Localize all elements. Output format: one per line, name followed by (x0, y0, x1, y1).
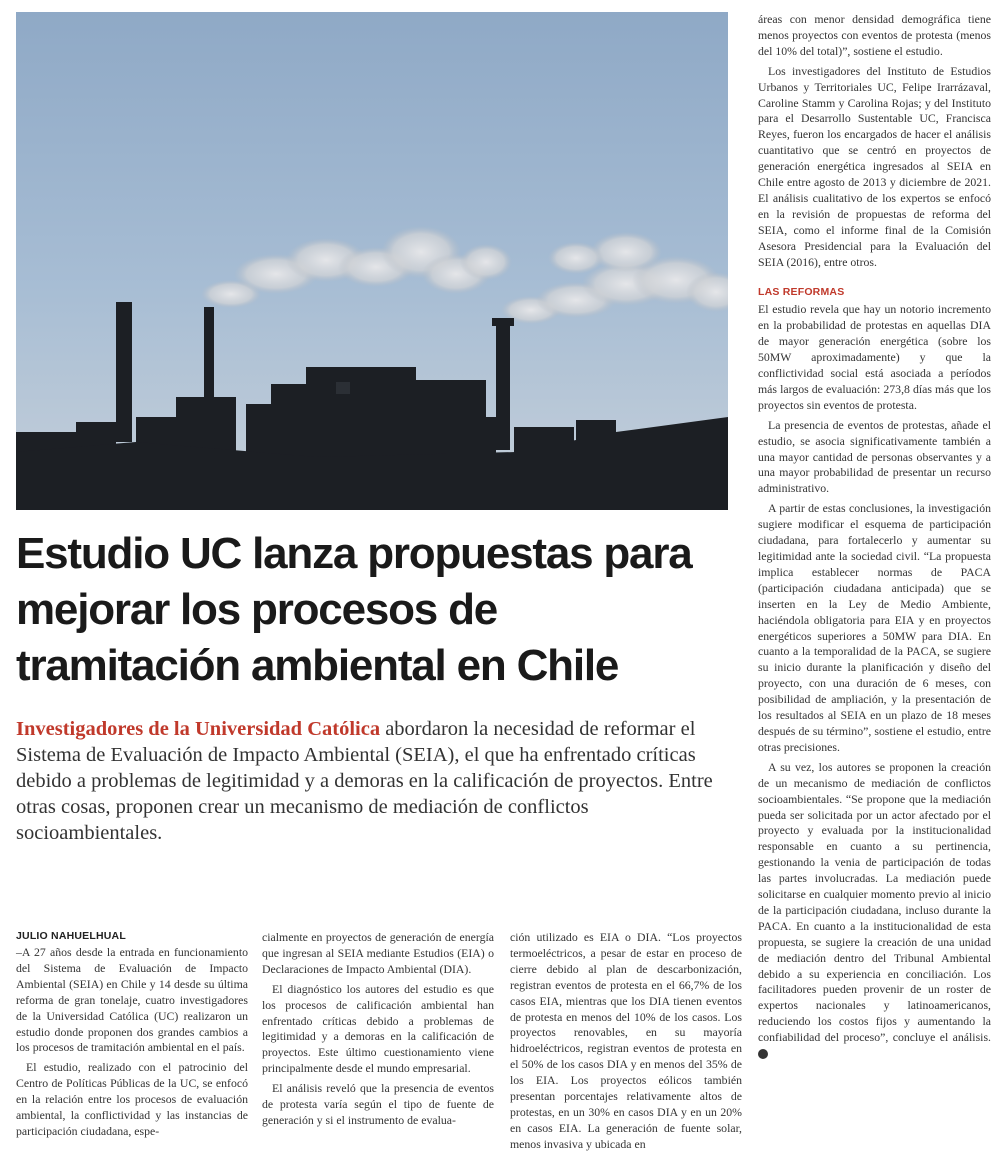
paragraph (758, 760, 991, 1062)
article-column-2 (262, 930, 494, 1133)
industrial-smokestacks-photo (16, 12, 728, 510)
paragraph: áreas con menor densidad demográfica tiene menos proyectos con eventos de protesta (menos del 10% del total)”, sostiene el estudio. (758, 12, 991, 58)
paragraph: –A 27 años desde la entrada en funcionamiento del Sistema de Evaluación de Impacto Ambiental (SEIA) en Chile y 14 desde su última reforma de gran tonelaje, cuatro investigadores de la Universidad Católica (UC) realizaron un estudio donde proponen dos grandes cambios a los procesos de tramitación ambiental en el país. (16, 945, 248, 1055)
lead-paragraph (16, 716, 728, 846)
byline: JULIO NAHUELHUAL (16, 930, 126, 942)
section-subhead: LAS REFORMAS (758, 285, 845, 298)
paragraph-text: A su vez, los autores se proponen la creación de un mecanismo de mediación de conflictos socioambientales. “Se propone que la mediación pueda ser solicitada por un actor afectado por el proyecto y evaluada por la institucionalidad responsable en cuanto a su pertinencia, gestionando la venia de participación de todas las partes involucradas. La mediación puede solicitarse en cualquier momento previo al inicio de la participación ciudadana, incluso durante la PACA. En cuanto a la institucionalidad de esta propuesta, se sugiere la creación de una unidad de mediación dentro del Tribunal Ambiental debido a su experiencia en conciliación. Los facilitadores pueden provenir de un roster de expertos nacionales y latinoamericanos, reduciendo los costos fijos y aumentando la confiabilidad del proceso”, concluye el análisis. (758, 759, 991, 1045)
paragraph: cialmente en proyectos de generación de energía que ingresan al SEIA mediante Estudios (EIA) o Declaraciones de Impacto Ambiental (DIA). (262, 930, 494, 976)
paragraph: El estudio revela que hay un notorio incremento en la probabilidad de protestas en aquellas DIA de mayor generación energética (sobre los 50MW aproximadamente) y que la conflictividad social está asociada a períodos más largos de evaluación: 273,8 días más que los proyectos sin eventos de protesta. (758, 302, 991, 412)
headline: Estudio UC lanza propuestas para mejorar los procesos de tramitación ambiental en Chile (16, 529, 692, 690)
paragraph: A partir de estas conclusiones, la investigación sugiere modificar el esquema de participación ciudadana, para fortalecerlo y aumentar su legitimidad ante la sociedad civil. “La propuesta implica establecer normas de PACA (participación ciudadana anticipada) que se inserten en la Ley de Medio Ambiente, haciéndola obligatoria para EIA y en proyectos energéticos superiores a 50MW para DIA. En cuanto a la temporalidad de la PACA, se sugiere su inicio durante la planificación y diseño del proyecto, con una duración de 6 meses, con posibilidad de ampliación, y la presentación de los resultados al SEIA en un plazo de 18 meses después de su término”, sostiene el estudio, entre otras precisiones. (758, 501, 991, 754)
paragraph: El diagnóstico los autores del estudio es que los procesos de calificación ambiental han enfrentado críticas debido a problemas de legitimidad y a demoras en la calificación de proyectos. Este último cuestionamiento viene principalmente desde el mundo empresarial. (262, 981, 494, 1076)
photo-illustration (16, 12, 728, 510)
paragraph: Los investigadores del Instituto de Estudios Urbanos y Territoriales UC, Felipe Irarrázaval, Caroline Stamm y Carolina Rojas; y del Instituto para el Desarrollo Sustentable UC, Francisca Reyes, fueron los encargados de hacer el análisis cuantitativo que se centró en proyectos de generación energética ingresados al SEIA en Chile entre agosto de 2013 y diciembre de 2021. El análisis cualitativo de los expertos se enfocó en la revisión de propuestas de reforma del SEIA, como el informe final de la Comisión Asesora Presidencial para la Evaluación del SEIA (2016), entre otros. (758, 63, 991, 269)
article-column-4 (758, 12, 991, 1066)
article-column-3 (510, 930, 742, 1157)
end-of-article-icon: P (758, 1049, 768, 1059)
lead-text: abordaron la necesidad de reformar el Sistema de Evaluación de Impacto Ambiental (SEIA), el que ha enfrentado críticas debido a problemas de legitimidad y a demoras en la calificación de proyectos. Entre otras cosas, proponen crear un mecanismo de mediación de conflictos socioambientales. (16, 718, 713, 844)
lead-highlight: Investigadores de la Universidad Católica (16, 718, 381, 740)
paragraph: ción utilizado es EIA o DIA. “Los proyectos termoeléctricos, a pesar de estar en proceso de cierre debido al plan de descarbonización, registran eventos de protesta en el 66,7% de los casos EIA, mientras que los DIA tienen eventos de protesta en menos del 10% de los casos. Los proyectos renovables, en su mayoría hidroeléctricos, registran eventos de protesta en el 50% de los casos DIA y en menos del 35% de los EIA. Los proyectos eólicos también presentan porcentajes relativamente altos de protestas, en un 30% en casos DIA y en un 20% en casos EIA. La generación de fuente solar, menos invasiva y ubicada en (510, 930, 742, 1151)
paragraph: El análisis reveló que la presencia de eventos de protesta varía según el tipo de fuente de generación y si el instrumento de evalua- (262, 1081, 494, 1127)
paragraph: La presencia de eventos de protestas, añade el estudio, se asocia significativamente también a una mayor cantidad de personas observantes y a una mayor probabilidad de presentar un recurso administrativo. (758, 417, 991, 496)
article-column-1 (16, 945, 248, 1144)
paragraph: El estudio, realizado con el patrocinio del Centro de Políticas Públicas de la UC, se enfocó en la relación entre los procesos de evaluación ambiental, la conflictividad y las instancias de participación ciudadana, espe- (16, 1060, 248, 1138)
